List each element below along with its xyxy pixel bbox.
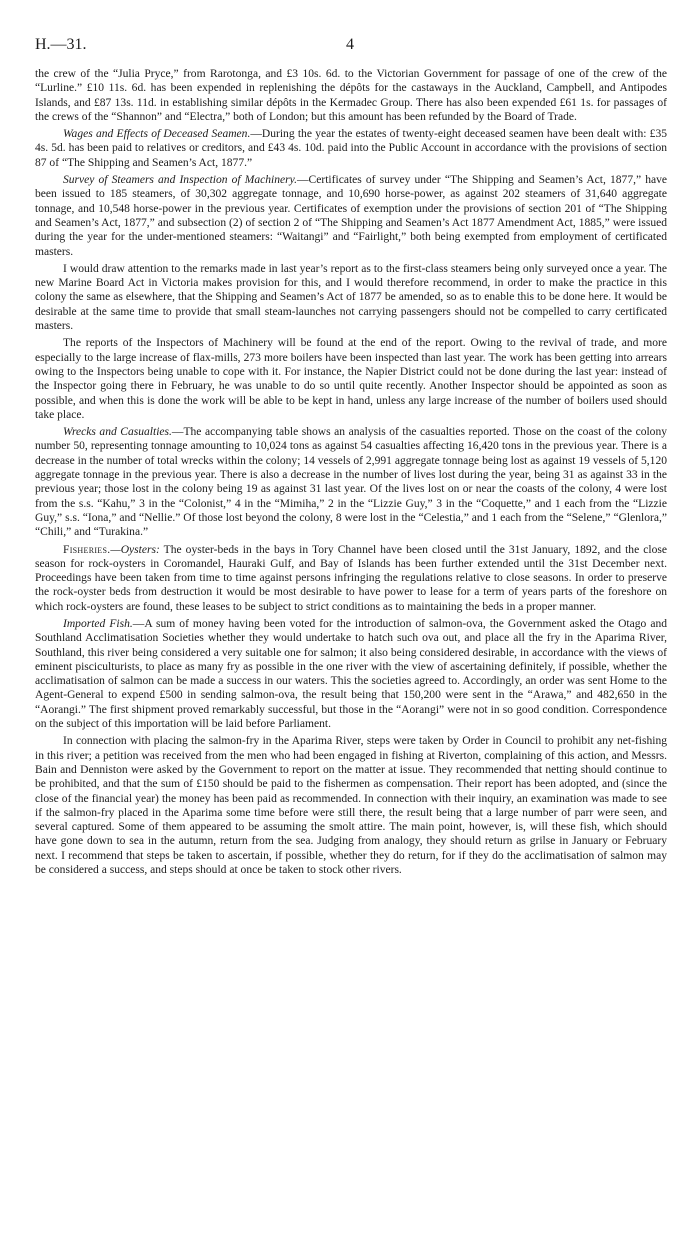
- paragraph-text: —The accompanying table shows an analysis of the casualties reported. Those on the coast of the colony number 50, representing tonnage amounting to 10,024 tons as against 54 casualties affecting 16,420 tons in the previous year. There is a decrease in the number of total wrecks within the colony; 14 vessels of 2,991 aggregate tonnage being lost as against 19 vessels of 5,120 aggregate tonnage in the previous year. There is also a decrease in the number of lives lost during the year, being 31 as against 33 in the previous year; those lost in the colony being 19 as against 31 last year. Of the lives lost on or near the coasts of the colony, 4 were lost from the s.s. “Kahu,” 3 in the “Colonist,” 4 in the “Mimiha,” 2 in the “Lizzie Guy,” 3 in the “Coquette,” and 1 each from the “Lizzie Guy,” s.s. “Iona,” and “Nellie.” Of those lost beyond the colony, 8 were lost in the “Celestia,” and 1 each from the “Selene,” “Glenlora,” “Chili,” and “Turakina.”: [35, 426, 667, 539]
- paragraph-wages-effects: [35, 127, 667, 170]
- page-number: 4: [346, 36, 354, 53]
- paragraph-text: —Certificates of survey under “The Shipping and Seamen’s Act, 1877,” have been issued to 185 steamers, of 30,302 aggregate tonnage, and 10,690 horse-power, as against 202 steamers of 31,640 aggregate tonnage, and 10,548 horse-power in the previous year. Certificates of exemption under the provisions of section 201 of “The Shipping and Seamen’s Act, 1877,” and subsection (2) of section 2 of “The Shipping and Seamen’s Act 1877 Amendment Act, 1885,” were issued during the year for the under-mentioned steamers: “Waitangi” and “Fairlight,” both being exempted from employment of certificated masters.: [35, 174, 667, 258]
- section-heading: Wages and Effects of Deceased Seamen.: [63, 128, 251, 141]
- paragraph-survey-steamers: [35, 173, 667, 259]
- document-reference: H.—31.: [35, 36, 87, 53]
- section-heading: Wrecks and Casualties.: [63, 426, 172, 439]
- paragraph-text: In connection with placing the salmon-fry in the Aparima River, steps were taken by Order in Council to prohibit any net-fishing in this river; a petition was received from the men who had been engaged in fishing at Riverton, complaining of this action, and Messrs. Bain and Denniston were asked by the Government to report on the matter at issue. They recommended that netting should continue to be prohibited, and that the sum of £150 should be paid to the fishermen as compensation. Their report has been adopted, and (since the close of the financial year) the money has been paid as recommended. In connection with their inquiry, an examination was made to see if the salmon-fry placed in the Aparima some time before were still there, the result being that a large number of parr were seen, and several captured. Some of them appeared to be assuming the smolt attire. The main point, however, is, will these fish, which should have gone down to sea in the autumn, return from the sea. Judging from analogy, they should return as grilse in January or February next. I recommend that steps be taken to ascertain, if possible, whether they do return, for if they do the acclimatisation of salmon may be considered a success, and steps should at once be taken to stock other rivers.: [35, 735, 667, 877]
- body-text: [35, 67, 667, 877]
- paragraph-fisheries-oysters: [35, 543, 667, 614]
- paragraph-text: The oyster-beds in the bays in Tory Channel have been closed until the 31st January, 1892, and the close season for rock-oysters in Coromandel, Hauraki Gulf, and Bay of Islands has been further extended until the 31st December next. Proceedings have been taken from time to time against persons infringing the regulations relative to close seasons. In order to preserve the rock-oyster beds from destruction it would be most desirable to have power to lease for a term of years parts of the foreshore on which rock-oysters are found, these leases to be subject to strict conditions as to maintaining the beds in a proper manner.: [35, 543, 667, 613]
- paragraph-imported-fish: [35, 617, 667, 731]
- paragraph-text: —During the year the estates of twenty-eight deceased seamen have been dealt with: £35 4s. 5d. has been paid to relatives or creditors, and £43 4s. 10d. paid into the Public Account in accordance with the provisions of section 87 of “The Shipping and Seamen’s Act, 1877.”: [35, 128, 667, 169]
- paragraph-text: I would draw attention to the remarks made in last year’s report as to the first-class steamers being only surveyed once a year. The new Marine Board Act in Victoria makes provision for this, and I would therefore recommend, in order to make the practice in this colony the same as elsewhere, that the Shipping and Seamen’s Act of 1877 be amended, so as to enable this to be done here. It would be desirable at the same time to provide that small steam-launches not carrying passengers should not be compelled to carry certificated masters.: [35, 262, 667, 333]
- paragraph-survey-recommendation: [35, 262, 667, 333]
- paragraph-text: The reports of the Inspectors of Machinery will be found at the end of the report. Owing to the revival of trade, and more especially to the large increase of flax-mills, 273 more boilers have been inspected than last year. The work has been getting into arrears owing to the Inspectors being unable to cope with it. For instance, the Napier District could not be done during the last year: instead of the Inspector going there in February, he was unable to do so until quite recently. Another Inspector should be appointed as soon as possible, and when this is done the work will be able to be kept in hand, unless any large increase of the number of boilers used should take place.: [35, 337, 667, 421]
- paragraph-salmon-fry-aparima: [35, 734, 667, 877]
- section-subheading-oysters: —Oysters:: [110, 543, 160, 556]
- paragraph-dead-seamen-passages: [35, 67, 667, 124]
- paragraph-text: the crew of the “Julia Pryce,” from Rarotonga, and £3 10s. 6d. to the Victorian Government for passage of one of the crew of the “Lurline.” £10 11s. 6d. has been expended in replenishing the dépôts for the castaways in the Auckland, Campbell, and Antipodes Islands, and £87 13s. 11d. in establishing similar dépôts in the Kermadec Group. There has also been expended £61 1s. for passages of the crews of the “Shannon” and “Electra,” both of London; but this amount has been refunded by the Board of Trade.: [35, 68, 667, 123]
- page-header: [35, 36, 665, 60]
- section-heading: Survey of Steamers and Inspection of Machinery.: [63, 174, 297, 187]
- paragraph-text: —A sum of money having been voted for the introduction of salmon-ova, the Government asked the Otago and Southland Acclimatisation Societies whether they would undertake to hatch such ova out, and place all the fry in the Aparima River, Southland, this river being considered a very suitable one for salmon; it also being considered desirable, in accordance with the views of eminent pisciculturists, to place as many fry as possible in the one river with the view of ascertaining definitely, if possible, whether the acclimatisation of salmon can be made a success in our waters. This the societies agreed to. Accordingly, an order was sent Home to the Agent-General to expend £500 in sending salmon-ova, the result being that 150,200 were sent in the “Arawa,” and 482,650 in the “Aorangi.” The first shipment proved remarkably successful, but those in the “Aorangi” were not in so good condition. Correspondence on the subject of this importation will be laid before Parliament.: [35, 617, 667, 731]
- section-heading-fisheries: Fisheries.: [63, 543, 111, 556]
- section-heading: Imported Fish.: [63, 617, 133, 630]
- paragraph-wrecks-casualties: [35, 425, 667, 539]
- paragraph-inspectors-machinery: [35, 336, 667, 422]
